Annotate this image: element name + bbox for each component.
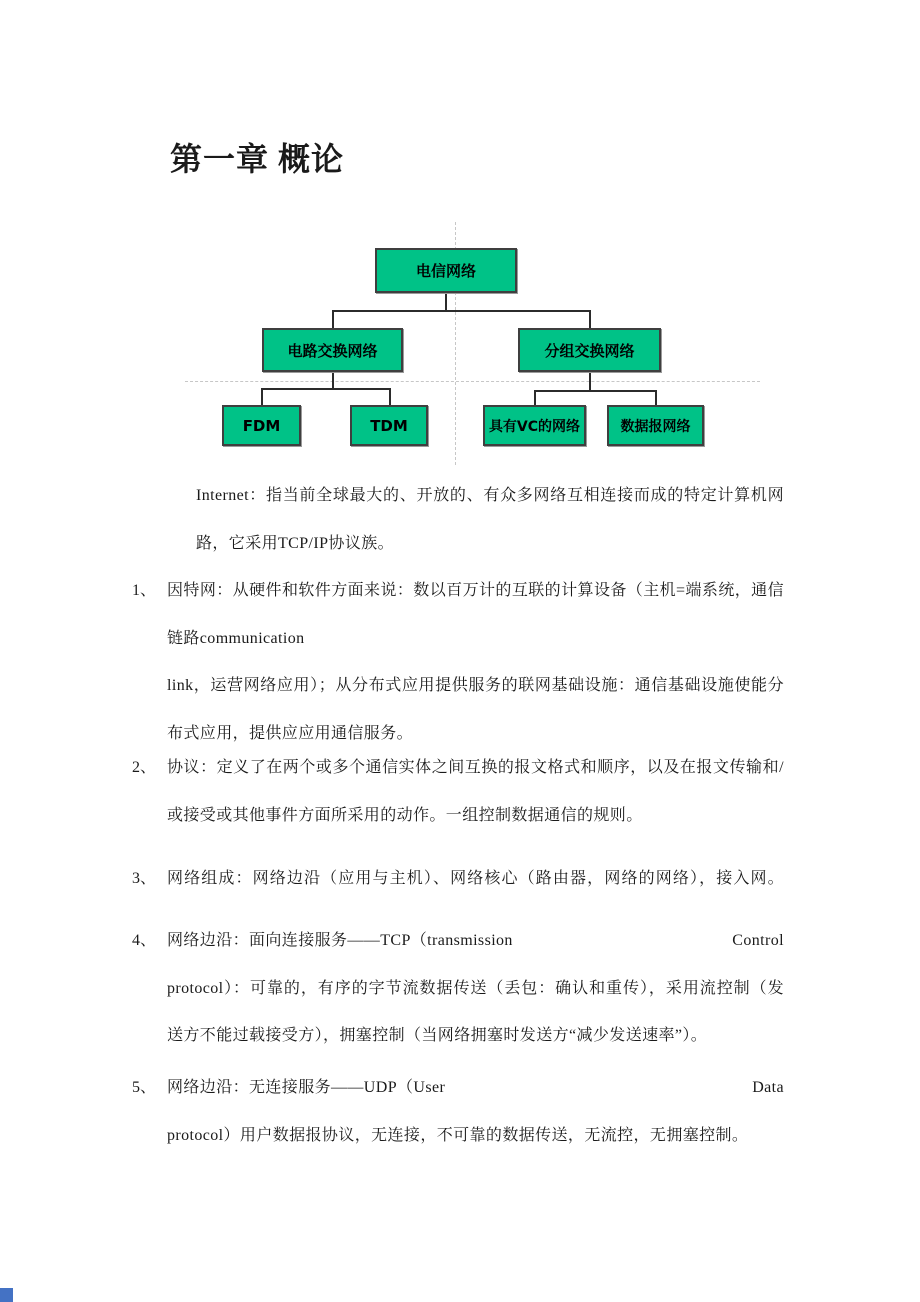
connector-line [534,390,656,392]
chart-box-tdm: TDM [350,405,428,446]
connector-line [589,310,591,328]
list-item-network-composition [167,855,784,903]
list-number: 2、 [132,759,157,776]
paragraph-line: protocol）用户数据报协议，无连接，不可靠的数据传送，无流控，无拥塞控制。 [167,1126,749,1144]
paragraph-line: Internet：指当前全球最大的、开放的、有众多网络互相连接而成的特定计算机网 [196,487,784,504]
paragraph-line: 链路communication [167,629,305,647]
list-number: 5、 [132,1079,157,1096]
list-item-internet [167,567,784,757]
list-item-tcp [167,917,784,1060]
list-number: 1、 [132,582,157,599]
paragraph-line: 网络组成：网络边沿（应用与主机）、网络核心（路由器，网络的网络），接入网。 [167,870,784,887]
line-left-text: 网络边沿：面向连接服务——TCP（transmission [167,932,513,949]
paragraph-line: 路，它采用TCP/IP协议族。 [196,534,395,552]
list-number: 4、 [132,932,157,949]
network-classification-chart [185,222,760,465]
connector-line [261,388,390,390]
connector-line [534,390,536,405]
line-left-text: 网络边沿：无连接服务——UDP（User [167,1079,446,1096]
connector-line [389,388,391,405]
paragraph-line: 或接受或其他事件方面所采用的动作。一组控制数据通信的规则。 [167,806,643,824]
connector-line [261,388,263,405]
list-item-udp [167,1064,784,1159]
chart-box-fdm: FDM [222,405,301,446]
connector-line [332,310,590,312]
chart-box-circuit-switched-network: 电路交换网络 [262,328,403,372]
list-number: 3、 [132,870,157,887]
paragraph-line: 布式应用，提供应应用通信服务。 [167,724,414,742]
line-right-text: Control [732,932,784,949]
chart-box-vc-network: 具有VC的网络 [483,405,586,446]
horizontal-guide-line [185,381,760,382]
connector-line [589,372,591,390]
line-right-text: Data [752,1079,784,1096]
paragraph-line: 协议：定义了在两个或多个通信实体之间互换的报文格式和顺序，以及在报文传输和/ [167,759,784,776]
list-item-protocol [167,744,784,839]
corner-marker [0,1288,13,1302]
connector-line [445,293,447,310]
chapter-title: 第一章 概论 [170,141,345,177]
connector-line [332,310,334,328]
connector-line [332,372,334,388]
intro-paragraph [196,472,784,567]
paragraph-line: 因特网：从硬件和软件方面来说：数以百万计的互联的计算设备（主机=端系统，通信 [167,582,784,599]
connector-line [655,390,657,405]
paragraph-line: protocol）：可靠的，有序的字节流数据传送（丢包：确认和重传），采用流控制（发 [167,979,784,997]
paragraph-line [167,917,784,965]
chart-box-datagram-network: 数据报网络 [607,405,704,446]
chart-box-telecom-network: 电信网络 [375,248,517,293]
paragraph-line: link，运营网络应用）；从分布式应用提供服务的联网基础设施：通信基础设施使能分 [167,677,784,694]
paragraph-line: 送方不能过载接受方），拥塞控制（当网络拥塞时发送方“减少发送速率”）。 [167,1027,708,1044]
chart-box-packet-switched-network: 分组交换网络 [518,328,661,372]
paragraph-line [167,1064,784,1112]
